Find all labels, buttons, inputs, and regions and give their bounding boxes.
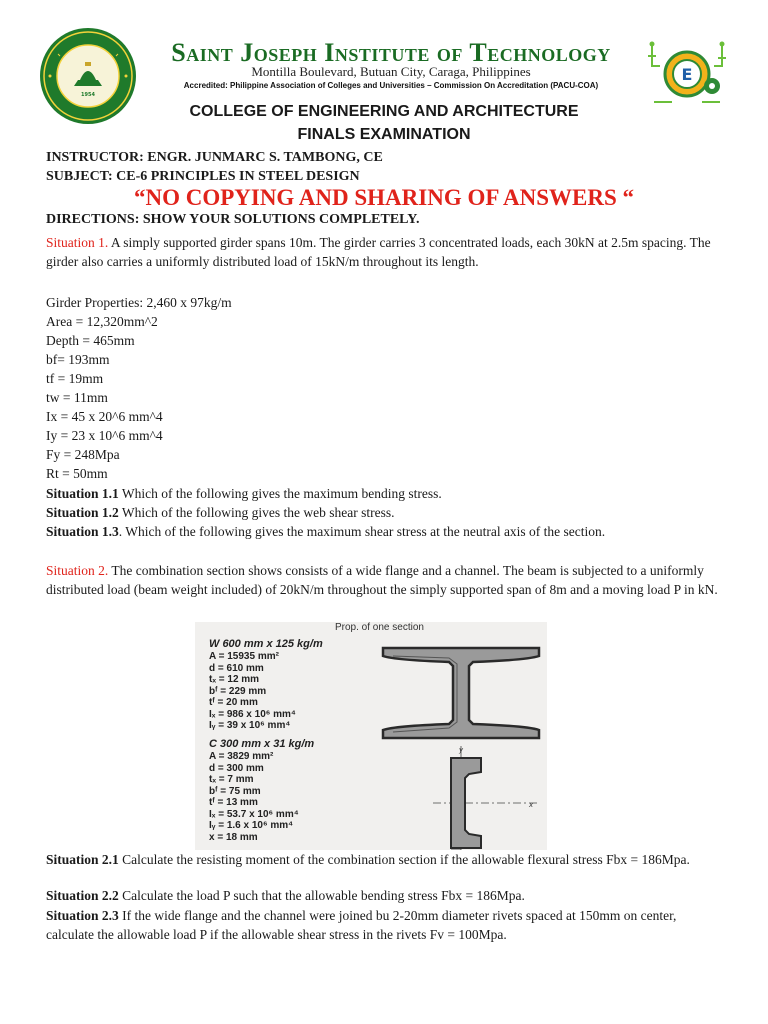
situation-2-2 bbox=[46, 886, 726, 905]
question-label: Situation 1.2 bbox=[46, 505, 119, 520]
svg-text:E: E bbox=[681, 65, 693, 84]
subject-line: SUBJECT: CE-6 PRINCIPLES IN STEEL DESIGN bbox=[46, 169, 360, 184]
channel-property: bᶠ = 75 mm bbox=[209, 785, 261, 797]
girder-property-line: Depth = 465mm bbox=[46, 333, 135, 348]
situation-1-3 bbox=[46, 522, 726, 541]
channel-property: tᶠ = 13 mm bbox=[209, 797, 258, 808]
question-text: Calculate the load P such that the allowable bending stress Fbx = 186Mpa. bbox=[118, 888, 525, 903]
question-text: Calculate the resisting moment of the combination section if the allowable flexural stress Fbx = 186Mpa. bbox=[118, 852, 690, 867]
channel-property: Iₓ = 53.7 x 10⁶ mm⁴ bbox=[209, 808, 299, 820]
question-text: If the wide flange and the channel were joined bu 2-20mm diameter rivets spaced at 150mm on center, calculate the allowable load P if the allowable shear stress in the rivets Fv = 100Mpa. bbox=[46, 908, 677, 943]
figure-caption: Prop. of one section bbox=[335, 622, 424, 633]
exam-heading: FINALS EXAMINATION bbox=[297, 126, 471, 143]
directions-line: DIRECTIONS: SHOW YOUR SOLUTIONS COMPLETELY. bbox=[46, 212, 420, 227]
question-label: Situation 2.3 bbox=[46, 908, 119, 923]
question-label: Situation 2.2 bbox=[46, 888, 119, 903]
question-text: Which of the following gives the web shear stress. bbox=[118, 505, 395, 520]
college-logo bbox=[642, 36, 732, 110]
wide-flange-property: Iᵧ = 39 x 10⁶ mm⁴ bbox=[209, 720, 291, 731]
channel-property: x = 18 mm bbox=[209, 831, 258, 843]
wide-flange-property: d = 610 mm bbox=[209, 662, 264, 674]
question-label: Situation 1.1 bbox=[46, 486, 119, 501]
wide-flange-property: Iₓ = 986 x 10⁶ mm⁴ bbox=[209, 708, 296, 720]
situation-2-3 bbox=[46, 906, 726, 944]
accreditation-line: Accredited: Philippine Association of Colleges and Universities – Commission On Accreditation (PACU-COA) bbox=[183, 81, 599, 90]
institution-name: Saint Joseph Institute of Technology bbox=[171, 38, 611, 67]
x-axis-label: x bbox=[529, 801, 534, 809]
section-properties-figure bbox=[195, 622, 547, 850]
situation-1-paragraph bbox=[46, 233, 726, 271]
girder-property-line: Rt = 50mm bbox=[46, 466, 108, 481]
wide-flange-title: W 600 mm x 125 kg/m bbox=[209, 638, 323, 650]
svg-text:1954: 1954 bbox=[81, 92, 95, 98]
channel-property: Iᵧ = 1.6 x 10⁶ mm⁴ bbox=[209, 820, 294, 831]
girder-property-line: Fy = 248Mpa bbox=[46, 447, 120, 462]
situation-2-label: Situation 2. bbox=[46, 563, 109, 578]
situation-2-paragraph bbox=[46, 561, 726, 599]
situation-1-label: Situation 1. bbox=[46, 235, 109, 250]
institution-address: Montilla Boulevard, Butuan City, Caraga, Philippines bbox=[251, 64, 531, 79]
question-label: Situation 2.1 bbox=[46, 852, 119, 867]
channel-title: C 300 mm x 31 kg/m bbox=[209, 738, 315, 750]
girder-property-line: tw = 11mm bbox=[46, 390, 108, 405]
channel-property: d = 300 mm bbox=[209, 762, 264, 774]
y-axis-label: y bbox=[459, 746, 464, 754]
girder-property-line: Iy = 23 x 10^6 mm^4 bbox=[46, 428, 163, 443]
wide-flange-section-drawing bbox=[383, 648, 539, 738]
girder-property-line: tf = 19mm bbox=[46, 371, 104, 386]
college-heading: COLLEGE OF ENGINEERING AND ARCHITECTURE bbox=[189, 103, 579, 120]
channel-section-drawing bbox=[433, 746, 537, 850]
girder-property-line: Girder Properties: 2,460 x 97kg/m bbox=[46, 295, 232, 310]
instructor-line: INSTRUCTOR: ENGR. JUNMARC S. TAMBONG, CE bbox=[46, 150, 383, 165]
question-text: Which of the following gives the maximum bending stress. bbox=[118, 486, 442, 501]
channel-property: tₓ = 7 mm bbox=[209, 774, 254, 785]
section-drawings bbox=[377, 636, 547, 850]
channel-property: A = 3829 mm² bbox=[209, 751, 274, 762]
girder-property-line: Area = 12,320mm^2 bbox=[46, 314, 158, 329]
situation-2-text: The combination section shows consists of a wide flange and a channel. The beam is subjected to a uniformly distributed load (beam weight included) of 20kN/m throughout the simply supported span of 8m and a moving load P in kN. bbox=[46, 563, 718, 598]
girder-property-line: Ix = 45 x 20^6 mm^4 bbox=[46, 409, 163, 424]
situation-1-text: A simply supported girder spans 10m. The girder carries 3 concentrated loads, each 30kN at 2.5m spacing. The girder also carries a uniformly distributed load of 15kN/m throughout its length. bbox=[46, 235, 711, 270]
wide-flange-property: bᶠ = 229 mm bbox=[209, 685, 267, 697]
no-copying-warning: “NO COPYING AND SHARING OF ANSWERS “ bbox=[133, 185, 635, 210]
situation-1-2 bbox=[46, 503, 726, 522]
wide-flange-property: tₓ = 12 mm bbox=[209, 674, 260, 685]
situation-2-1 bbox=[46, 850, 726, 869]
question-text: . Which of the following gives the maximum shear stress at the neutral axis of the section. bbox=[118, 524, 606, 539]
wide-flange-property: tᶠ = 20 mm bbox=[209, 697, 258, 708]
situation-1-1 bbox=[46, 484, 726, 503]
question-label: Situation 1.3 bbox=[46, 524, 119, 539]
girder-property-line: bf= 193mm bbox=[46, 352, 110, 367]
wide-flange-property: A = 15935 mm² bbox=[209, 651, 279, 662]
